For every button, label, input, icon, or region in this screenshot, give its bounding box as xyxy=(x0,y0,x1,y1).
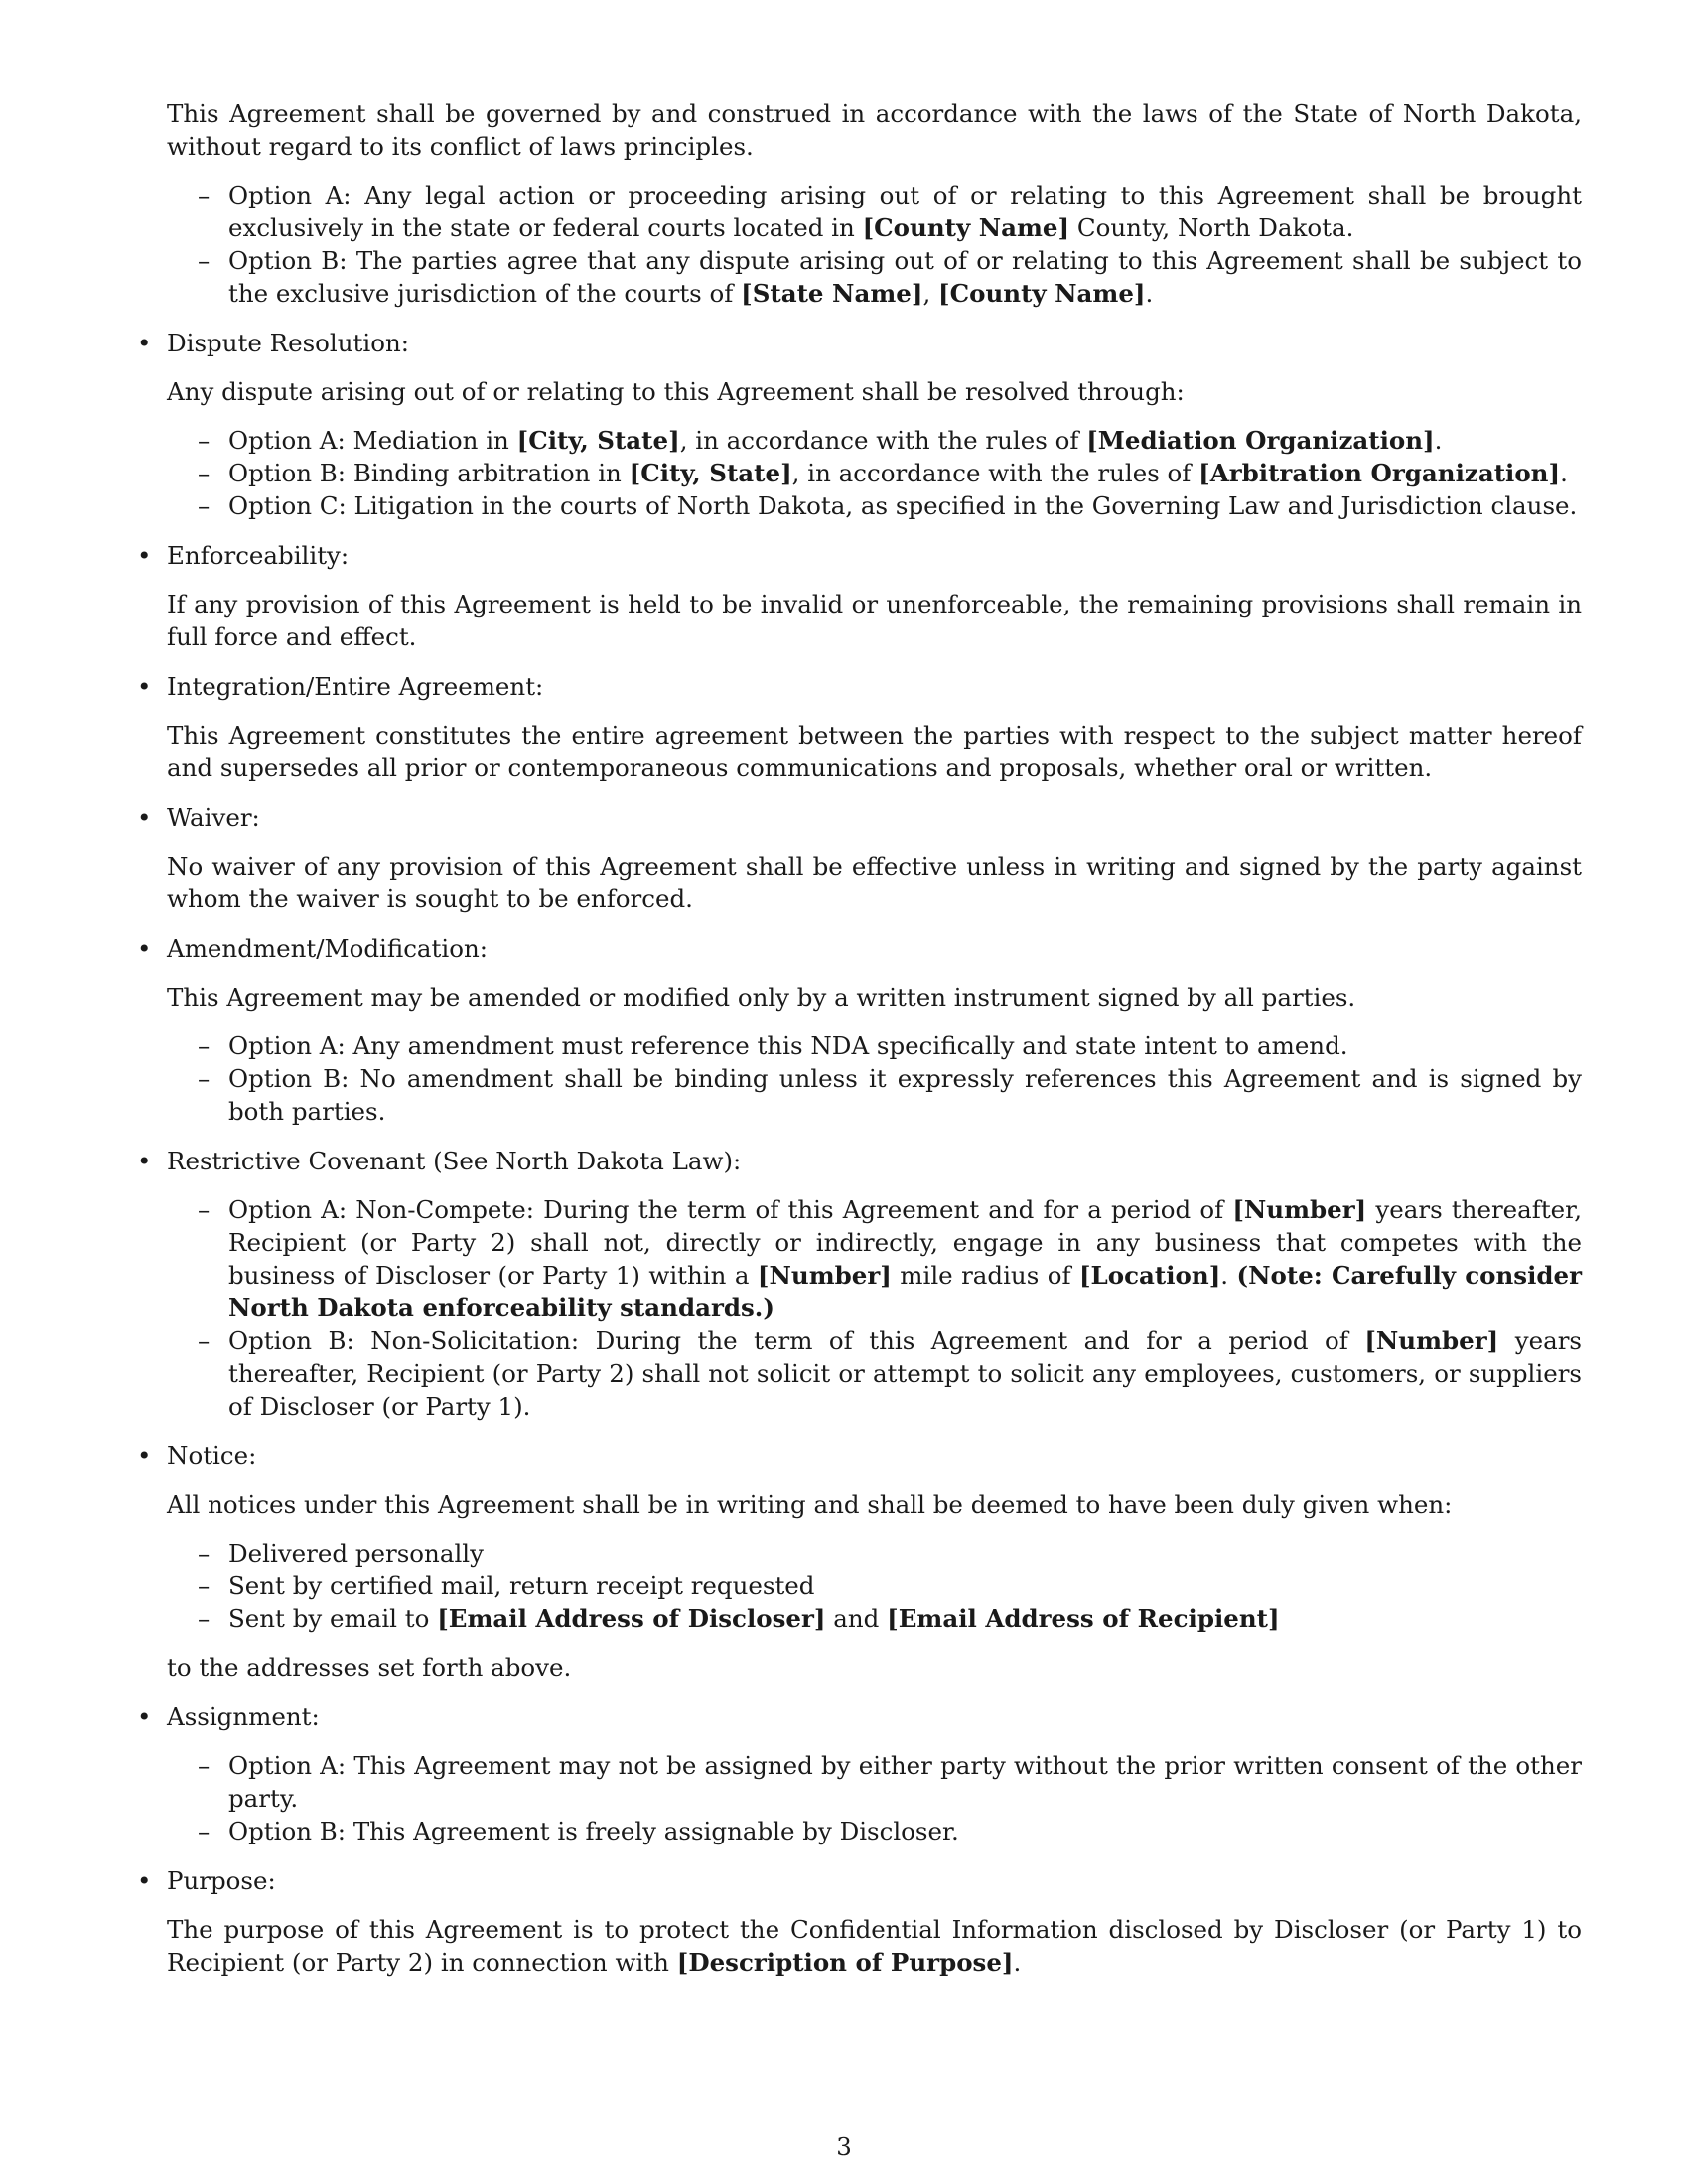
governing-law-text: This Agreement shall be governed by and construed in accordance with the laws of the State of North Dakota, without regard to its conflict of laws principles. xyxy=(167,99,1582,161)
option-text: Option B: Non-Solicitation: During the term of this Agreement and for a period of xyxy=(228,1326,1365,1355)
option-text: County, North Dakota. xyxy=(1069,213,1354,242)
placeholder-number: [Number] xyxy=(1232,1195,1367,1224)
section-text: This Agreement may be amended or modified only by a written instrument signed by all parties. xyxy=(167,983,1356,1012)
section-heading: • Waiver: xyxy=(167,803,260,832)
document-page xyxy=(167,97,1582,1979)
section-heading: • Notice: xyxy=(167,1441,257,1470)
covenant-option-b xyxy=(167,1324,1582,1423)
placeholder-mediation-organization: [Mediation Organization] xyxy=(1086,426,1435,455)
notice-methods xyxy=(167,1537,1582,1635)
option-text: . xyxy=(1560,459,1568,487)
option-text: years thereafter, Recipient (or Party 2) shall not, directly or indirectly, engage in any business that competes with the business of Discloser (or Party 1) within a xyxy=(228,1195,1582,1290)
purpose-text: . xyxy=(1013,1948,1022,1977)
section-heading: • Restrictive Covenant (See North Dakota Law): xyxy=(167,1147,742,1175)
enforceability-note: (Note: Carefully consider North Dakota enforceability standards.) xyxy=(228,1261,1582,1322)
section-assignment xyxy=(167,1701,1582,1847)
amendment-option-b: – Option B: No amendment shall be binding unless it expressly references this Agreement and is signed by both parties. xyxy=(167,1062,1582,1128)
option-text: Option B: The parties agree that any dispute arising out of or relating to this Agreement shall be subject to the exclusive jurisdiction of the courts of xyxy=(228,246,1582,308)
section-heading: • Dispute Resolution: xyxy=(167,329,409,357)
section-heading: • Enforceability: xyxy=(167,541,350,570)
placeholder-number: [Number] xyxy=(1364,1326,1499,1355)
section-waiver xyxy=(167,801,1582,915)
placeholder-arbitration-organization: [Arbitration Organization] xyxy=(1198,459,1561,487)
placeholder-county-name: [County Name] xyxy=(862,213,1070,242)
option-text: Option A: Mediation in xyxy=(228,426,517,455)
placeholder-county-name: [County Name] xyxy=(938,279,1146,308)
section-text xyxy=(167,1913,1582,1979)
option-text: and xyxy=(825,1604,888,1633)
placeholder-description-of-purpose: [Description of Purpose] xyxy=(676,1948,1014,1977)
amendment-options xyxy=(167,1029,1582,1128)
option-text: Sent by email to xyxy=(228,1604,438,1633)
placeholder-email-discloser: [Email Address of Discloser] xyxy=(437,1604,826,1633)
governing-law-option-b xyxy=(167,244,1582,310)
option-text: . xyxy=(1220,1261,1237,1290)
governing-law-options xyxy=(167,179,1582,310)
page-number: 3 xyxy=(836,2132,852,2161)
dispute-option-a xyxy=(167,424,1582,457)
purpose-text: The purpose of this Agreement is to protect the Confidential Information disclosed by Discloser (or Party 1) to Recipient (or Party 2) in connection with xyxy=(167,1915,1582,1977)
section-heading: • Assignment: xyxy=(167,1703,320,1731)
option-text: Option A: Any legal action or proceeding arising out of or relating to this Agreement shall be brought exclusively in the state or federal courts located in xyxy=(228,181,1582,242)
covenant-option-a xyxy=(167,1193,1582,1324)
section-purpose xyxy=(167,1864,1582,1979)
governing-law-option-a xyxy=(167,179,1582,244)
dispute-options xyxy=(167,424,1582,522)
placeholder-state-name: [State Name] xyxy=(741,279,923,308)
option-text: . xyxy=(1434,426,1443,455)
option-text: . xyxy=(1145,279,1154,308)
covenant-options xyxy=(167,1193,1582,1423)
placeholder-email-recipient: [Email Address of Recipient] xyxy=(887,1604,1280,1633)
option-text: , in accordance with the rules of xyxy=(791,459,1199,487)
section-dispute-resolution xyxy=(167,327,1582,522)
section-notice xyxy=(167,1439,1582,1684)
assignment-option-a: – Option A: This Agreement may not be assigned by either party without the prior written consent of the other party. xyxy=(167,1749,1582,1815)
dispute-option-c: – Option C: Litigation in the courts of North Dakota, as specified in the Governing Law and Jurisdiction clause. xyxy=(167,489,1582,522)
notice-method-email xyxy=(167,1602,1582,1635)
placeholder-city-state: [City, State] xyxy=(516,426,680,455)
section-text: If any provision of this Agreement is held to be invalid or unenforceable, the remaining provisions shall remain in full force and effect. xyxy=(167,590,1582,651)
notice-method-personal: – Delivered personally xyxy=(167,1537,1582,1570)
section-text: This Agreement constitutes the entire agreement between the parties with respect to the subject matter hereof and supersedes all prior or contemporaneous communications and proposals, whether oral or written. xyxy=(167,721,1582,782)
assignment-options xyxy=(167,1749,1582,1847)
placeholder-number: [Number] xyxy=(757,1261,892,1290)
section-heading: • Purpose: xyxy=(167,1866,276,1895)
section-heading: • Integration/Entire Agreement: xyxy=(167,672,544,701)
option-text: , in accordance with the rules of xyxy=(679,426,1087,455)
assignment-option-b: – Option B: This Agreement is freely assignable by Discloser. xyxy=(167,1815,1582,1847)
section-intro: Any dispute arising out of or relating to this Agreement shall be resolved through: xyxy=(167,377,1185,406)
dispute-option-b xyxy=(167,457,1582,489)
section-intro: All notices under this Agreement shall be in writing and shall be deemed to have been duly given when: xyxy=(167,1490,1453,1519)
option-text: , xyxy=(922,279,939,308)
notice-method-mail: – Sent by certified mail, return receipt requested xyxy=(167,1570,1582,1602)
option-text: mile radius of xyxy=(891,1261,1079,1290)
section-heading: • Amendment/Modification: xyxy=(167,934,488,963)
option-text: Option A: Non-Compete: During the term of this Agreement and for a period of xyxy=(228,1195,1233,1224)
section-integration xyxy=(167,670,1582,784)
amendment-option-a: – Option A: Any amendment must reference this NDA specifically and state intent to amend. xyxy=(167,1029,1582,1062)
section-restrictive-covenant xyxy=(167,1145,1582,1423)
placeholder-location: [Location] xyxy=(1078,1261,1221,1290)
section-text: No waiver of any provision of this Agreement shall be effective unless in writing and signed by the party against whom the waiver is sought to be enforced. xyxy=(167,852,1582,913)
section-amendment xyxy=(167,932,1582,1128)
section-enforceability xyxy=(167,539,1582,653)
option-text: years thereafter, Recipient (or Party 2) shall not solicit or attempt to solicit any employees, customers, or suppliers of Discloser (or Party 1). xyxy=(228,1326,1582,1421)
placeholder-city-state: [City, State] xyxy=(629,459,792,487)
section-outro: to the addresses set forth above. xyxy=(167,1653,572,1682)
option-text: Option B: Binding arbitration in xyxy=(228,459,630,487)
